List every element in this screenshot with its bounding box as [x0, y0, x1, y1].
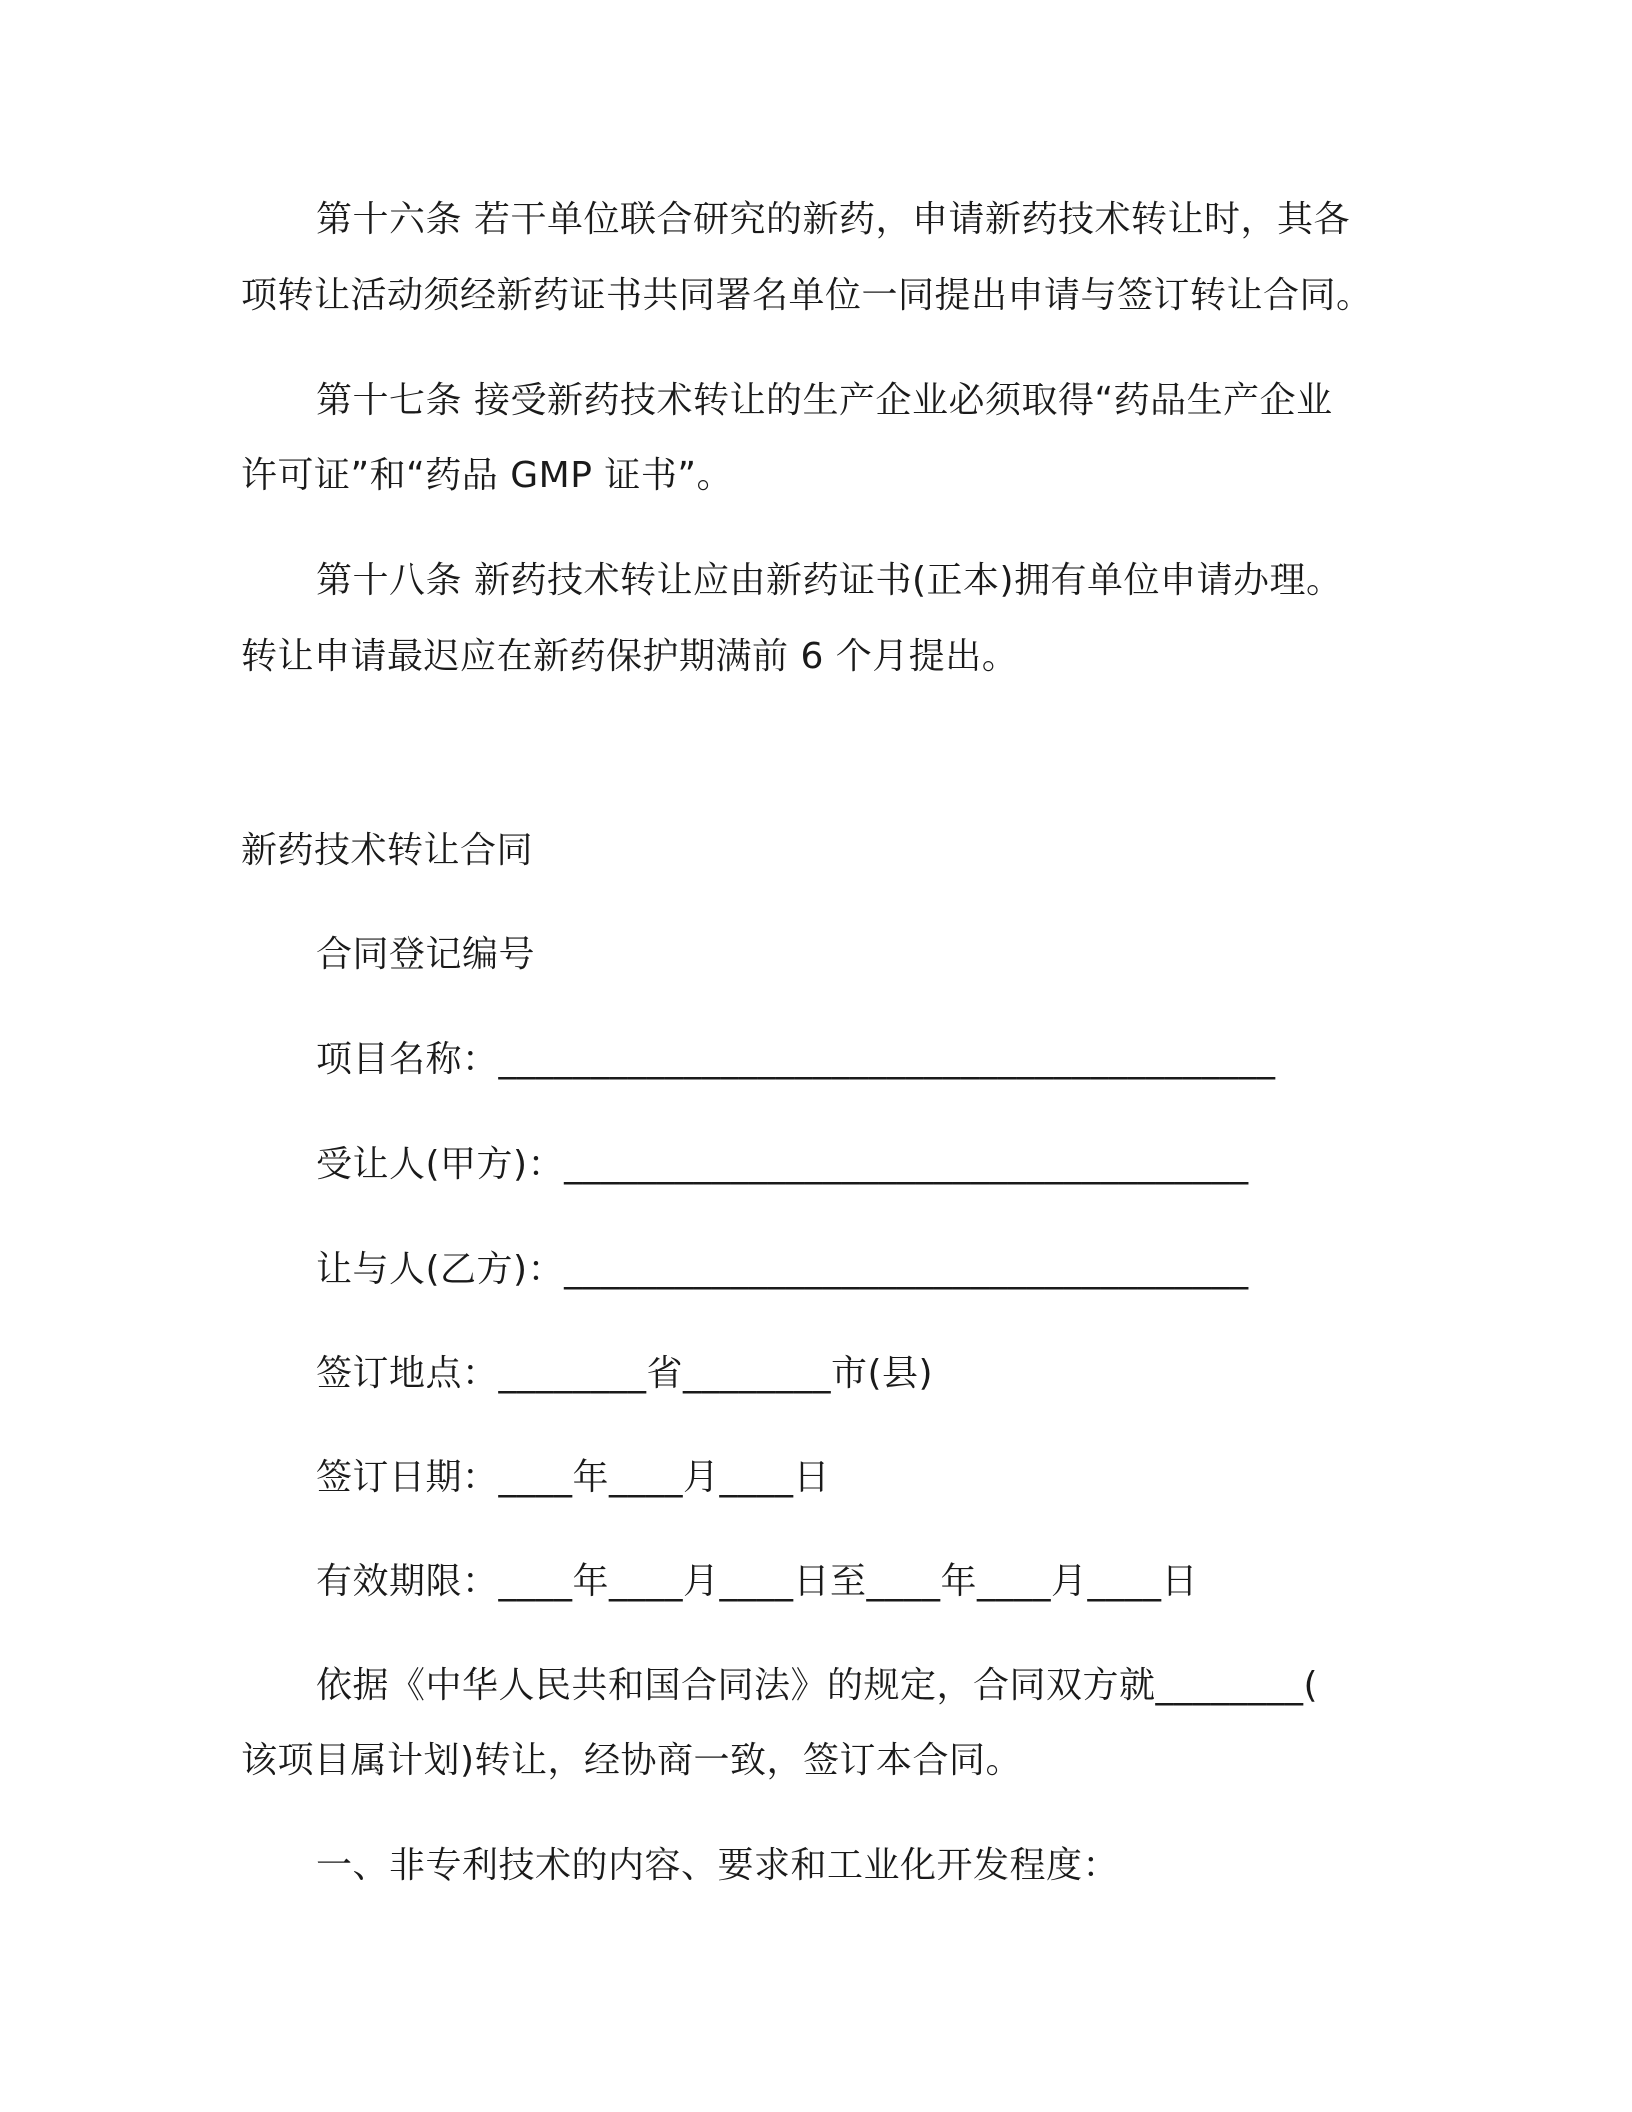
- project-name-field: 项目名称：__________________________________________: [316, 1039, 1276, 1080]
- section-1-heading: 一、非专利技术的内容、要求和工业化开发程度：: [316, 1845, 1120, 1886]
- transferee-field: 受让人(甲方)：_____________________________________: [316, 1144, 1249, 1185]
- contract-title: 新药技术转让合同: [241, 830, 534, 871]
- article-16-line-2: 项转让活动须经新药证书共同署名单位一同提出申请与签订转让合同。: [241, 275, 1373, 316]
- article-17-line-2: 许可证”和“药品 GMP 证书”。: [241, 455, 734, 496]
- contract-basis-line-2: 该项目属计划)转让，经协商一致，签订本合同。: [241, 1740, 1023, 1781]
- validity-period-field: 有效期限：____年____月____日至____年____月____日: [316, 1561, 1199, 1602]
- transferor-field: 让与人(乙方)：_____________________________________: [316, 1249, 1249, 1290]
- registration-number-label: 合同登记编号: [316, 934, 536, 975]
- article-18-line-1: 第十八条 新药技术转让应由新药证书(正本)拥有单位申请办理。: [316, 560, 1343, 601]
- article-17-line-1: 第十七条 接受新药技术转让的生产企业必须取得“药品生产企业: [316, 380, 1333, 421]
- article-16-line-1: 第十六条 若干单位联合研究的新药，申请新药技术转让时，其各: [316, 199, 1350, 240]
- signing-place-field: 签订地点：________省________市(县): [316, 1353, 934, 1394]
- signing-date-field: 签订日期：____年____月____日: [316, 1457, 831, 1498]
- article-18-line-2: 转让申请最迟应在新药保护期满前 6 个月提出。: [241, 636, 1019, 677]
- contract-basis-line-1: 依据《中华人民共和国合同法》的规定，合同双方就________(: [316, 1665, 1319, 1706]
